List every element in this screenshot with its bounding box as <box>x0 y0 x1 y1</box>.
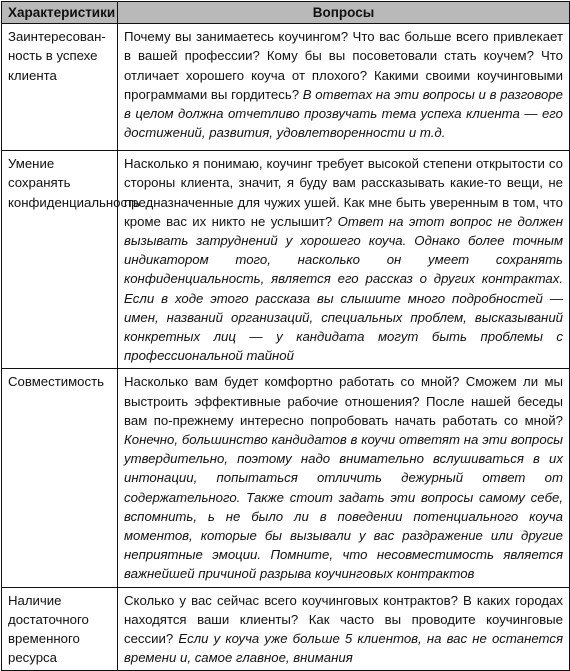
coach-criteria-table <box>1 1 570 671</box>
table-row <box>2 24 570 151</box>
column-header-characteristics: Характеристики <box>2 2 118 24</box>
table-row <box>2 369 570 587</box>
question-cell <box>118 369 570 587</box>
question-text: Насколько я понимаю, коучинг требует высокой степени открытости со стороны клиента, значит, я буду вам рассказывать какие-то вещи, не предназначенные для чужих ушей. Как мне быть уверенным в том, что кроме вас их никто не услышит? <box>124 156 563 229</box>
question-text: Сколько у вас сейчас всего коучинговых контрактов? В каких городах находятся ваши клиенты? Как часто вы проводите коучинговые сессии? <box>124 592 563 647</box>
characteristic-cell: Совместимость <box>2 369 118 587</box>
comment-text: Если у коуча уже больше 5 клиентов, на вас не останется времени и, самое главное, внимания <box>124 631 563 666</box>
question-text: Насколько вам будет комфортно работать со мной? Сможем ли мы выстроить эффективные рабочие отношения? После нашей беседы вам по-прежнему интересно попробовать начать работать со мной? <box>124 374 563 428</box>
characteristic-cell: Наличие достаточного временного ресурса <box>2 587 118 671</box>
question-cell <box>118 587 570 671</box>
comment-text: В ответах на эти вопросы и в разговоре в целом должна отчетливо прозвучать тема успеха клиента — его достижений, развития, удовлетворенности и т.д. <box>124 86 563 141</box>
table-header-row <box>2 2 570 24</box>
characteristic-cell: Умение сохранять конфиденциальность <box>2 151 118 369</box>
characteristic-cell: Заинтересован-ность в успехе клиента <box>2 24 118 151</box>
comment-text: Конечно, большинство кандидатов в коучи ответят на эти вопросы утвердительно, поэтому надо внимательно вслушиваться в их интонации, попытаться отличить дежурный ответ от содержательного. Также стоит задать эти вопросы самому себе, вспомнить, ь не было ли в поведении потенциального коуча моментов, которые бы вызывали у вас раздражение или другие неприятные эмоции. Помните, что несовместимость является важнейшей причиной разрыва коучинговых контрактов <box>124 432 563 582</box>
question-text: Почему вы занимаетесь коучингом? Что вас больше всего привлекает в вашей профессии? Кому бы вы посоветовали стать коучем? Что отличает хорошего коуча от плохого? Какими своими коучинговыми программами вы гордитесь? <box>124 29 563 102</box>
column-header-questions: Вопросы <box>118 2 570 24</box>
table-row <box>2 151 570 369</box>
comment-text: Ответ на этот вопрос не должен вызывать затруднений у хорошего коуча. Однако более точным индикатором того, насколько он умеет сохранять конфиденциальность, является его рассказ о других контрактах. Если в ходе этого рассказа вы слышите много подробностей — имен, названий организаций, специальных проблем, высказываний конкретных лиц — у кандидата могут быть проблемы с профессиональной тайной <box>124 213 563 364</box>
table-row <box>2 587 570 671</box>
question-cell <box>118 151 570 369</box>
question-cell <box>118 24 570 151</box>
